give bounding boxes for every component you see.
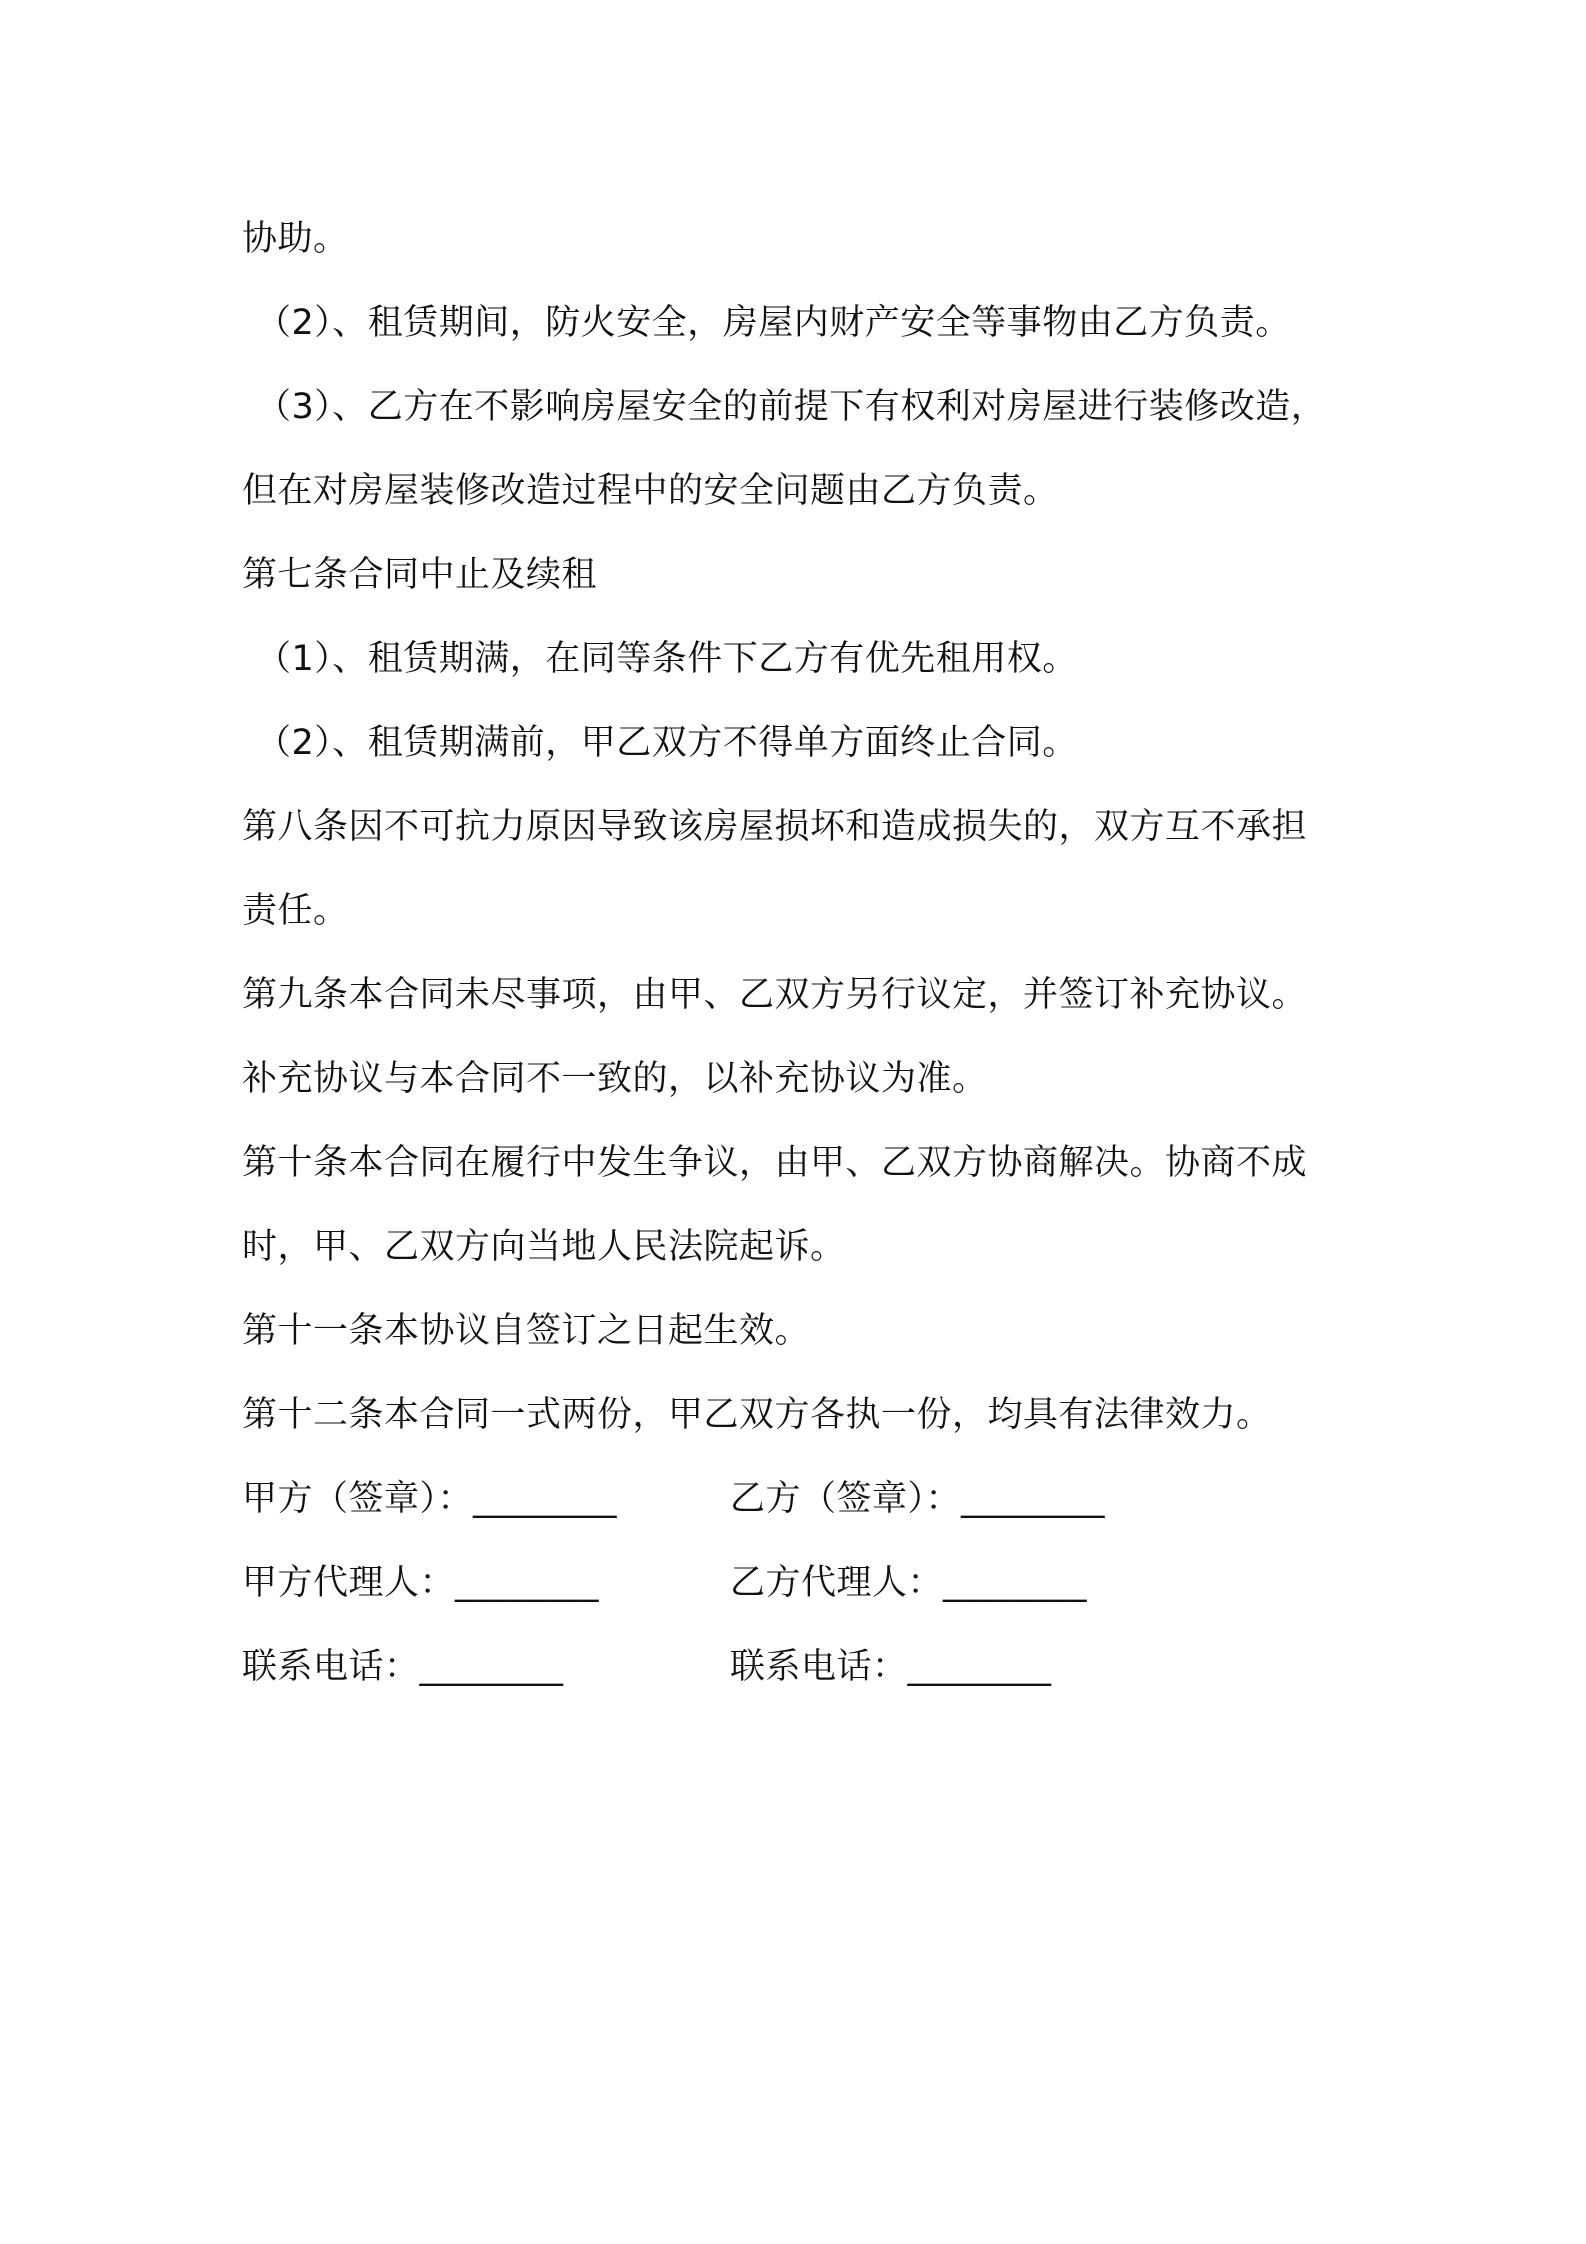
paragraph-line: 但在对房屋装修改造过程中的安全问题由乙方负责。	[242, 471, 1059, 511]
paragraph-line: 责任。	[242, 891, 349, 931]
signature-row	[242, 1625, 1362, 1709]
contract-body	[242, 197, 1362, 1709]
article-line: 第十条本合同在履行中发生争议，由甲、乙双方协商解决。协商不成	[242, 1143, 1308, 1183]
article-heading: 第七条合同中止及续租	[242, 555, 598, 595]
paragraph-line: 协助。	[242, 219, 349, 259]
clause-line: （2）、租赁期满前，甲乙双方不得单方面终止合同。	[256, 723, 1078, 763]
clause-line: （1）、租赁期满，在同等条件下乙方有优先租用权。	[256, 639, 1078, 679]
party-a-agent-field: 甲方代理人：________	[242, 1563, 600, 1603]
clause-line: （3）、乙方在不影响房屋安全的前提下有权利对房屋进行装修改造，	[256, 387, 1327, 427]
party-b-seal-field: 乙方（签章）：________	[730, 1479, 1106, 1519]
party-a-phone-field: 联系电话：________	[242, 1647, 564, 1687]
party-b-phone-field: 联系电话：________	[730, 1647, 1052, 1687]
article-line: 第九条本合同未尽事项，由甲、乙双方另行议定，并签订补充协议。	[242, 975, 1308, 1015]
paragraph-line: 时，甲、乙双方向当地人民法院起诉。	[242, 1227, 846, 1267]
party-b-agent-field: 乙方代理人：________	[730, 1563, 1088, 1603]
article-line: 第八条因不可抗力原因导致该房屋损坏和造成损失的，双方互不承担	[242, 807, 1308, 847]
clause-line: （2）、租赁期间，防火安全，房屋内财产安全等事物由乙方负责。	[256, 303, 1291, 343]
signature-row	[242, 1541, 1362, 1625]
party-a-seal-field: 甲方（签章）：________	[242, 1479, 618, 1519]
article-line: 第十二条本合同一式两份，甲乙双方各执一份，均具有法律效力。	[242, 1395, 1272, 1435]
paragraph-line: 补充协议与本合同不一致的，以补充协议为准。	[242, 1059, 988, 1099]
signature-row	[242, 1457, 1362, 1541]
article-line: 第十一条本协议自签订之日起生效。	[242, 1311, 811, 1351]
